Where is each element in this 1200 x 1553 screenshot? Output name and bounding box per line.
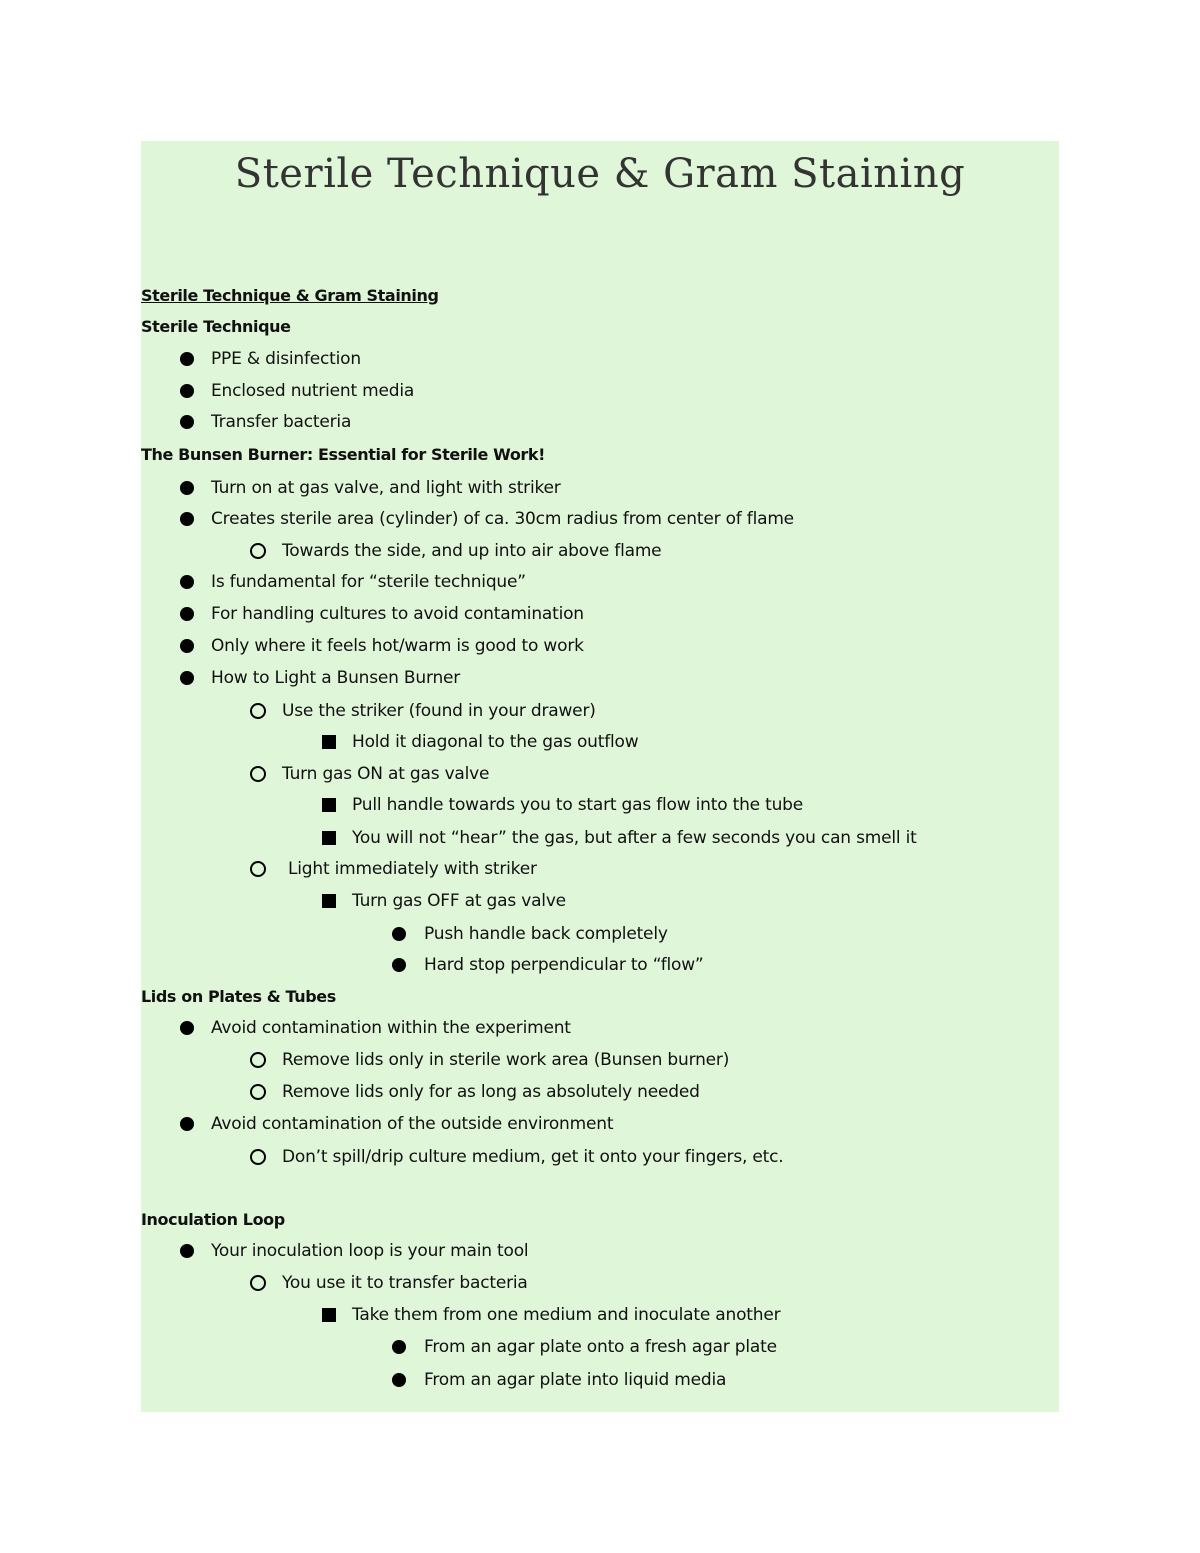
bullet-circle-icon [250,766,266,782]
bullet-circle-icon [250,861,266,877]
section-heading-inoculation-loop: Inoculation Loop [141,1210,285,1229]
section-heading-bunsen-burner: The Bunsen Burner: Essential for Sterile Work! [141,445,546,464]
bullet-disc-icon [180,671,194,685]
bullet-disc-icon [180,512,194,526]
bullet-square-icon [322,798,336,812]
bullet-circle-icon [250,1149,266,1165]
bullet-circle-icon [250,703,266,719]
doc-heading: Sterile Technique & Gram Staining [141,286,439,305]
bullet-disc-icon [392,1373,406,1387]
bullet-circle-icon [250,1275,266,1291]
bullet-square-icon [322,1308,336,1322]
bullet-square-icon [322,894,336,908]
bullet-disc-icon [392,1340,406,1354]
bullet-disc-icon [180,481,194,495]
page-title: Sterile Technique & Gram Staining [234,151,966,197]
bullet-disc-icon [180,352,194,366]
bullet-circle-icon [250,1052,266,1068]
bullet-disc-icon [180,415,194,429]
bullet-disc-icon [180,1244,194,1258]
bullet-disc-icon [392,958,406,972]
bullet-disc-icon [180,384,194,398]
bullet-square-icon [322,831,336,845]
bullet-disc-icon [392,927,406,941]
bullet-disc-icon [180,1117,194,1131]
bullet-circle-icon [250,543,266,559]
bullet-disc-icon [180,639,194,653]
bullet-disc-icon [180,607,194,621]
section-heading-lids: Lids on Plates & Tubes [141,987,336,1006]
section-heading-sterile-technique: Sterile Technique [141,317,291,336]
bullet-disc-icon [180,575,194,589]
bullet-square-icon [322,735,336,749]
bullet-circle-icon [250,1084,266,1100]
bullet-disc-icon [180,1021,194,1035]
